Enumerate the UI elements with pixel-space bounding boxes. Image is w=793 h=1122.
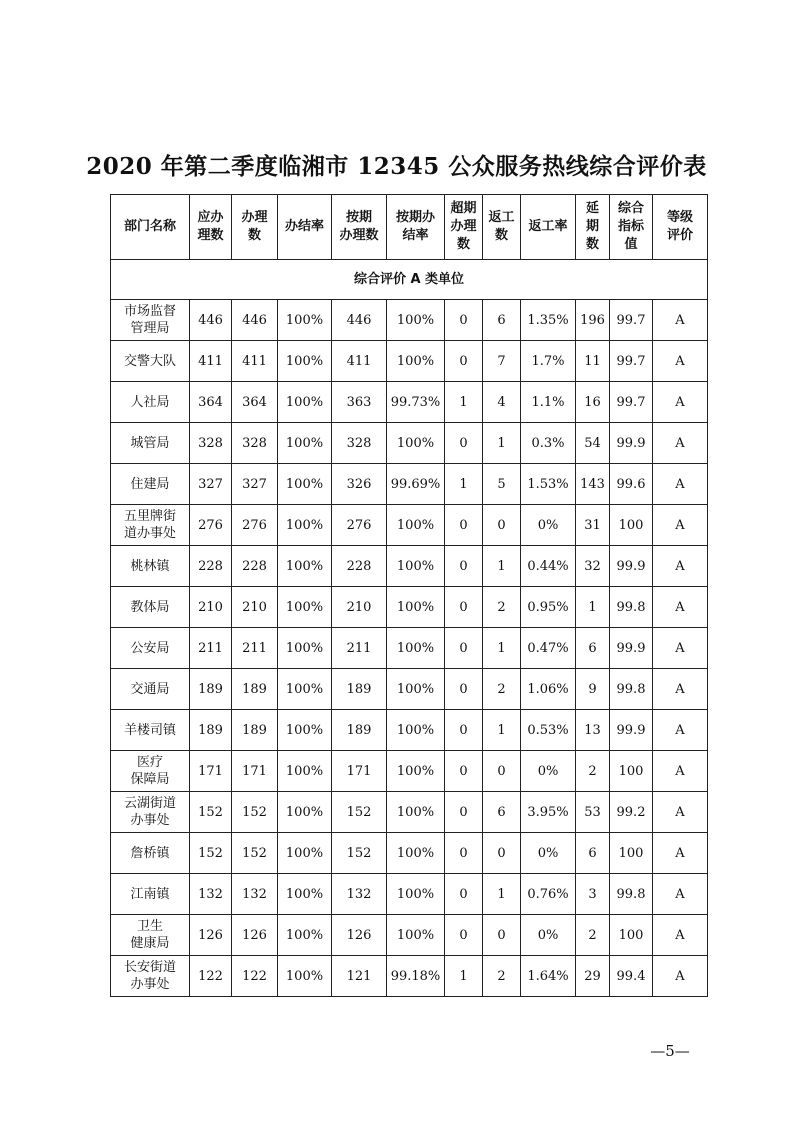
table-cell: 189 — [232, 669, 278, 710]
table-cell: 2 — [576, 751, 610, 792]
table-cell: 364 — [232, 382, 278, 423]
table-cell: 189 — [232, 710, 278, 751]
department-name — [111, 423, 190, 464]
table-row — [111, 546, 708, 587]
table-cell: 0 — [445, 710, 483, 751]
table-cell: 100 — [610, 833, 653, 874]
table-cell: 100% — [387, 751, 445, 792]
column-header — [653, 195, 708, 260]
table-cell: 1 — [483, 546, 521, 587]
table-cell: 0 — [445, 874, 483, 915]
table-cell: 0% — [521, 751, 576, 792]
table-cell: 100% — [278, 792, 332, 833]
department-name — [111, 874, 190, 915]
table-cell: 189 — [190, 710, 232, 751]
department-name — [111, 464, 190, 505]
table-cell: 100% — [278, 628, 332, 669]
table-cell: 99.8 — [610, 874, 653, 915]
table-cell: 32 — [576, 546, 610, 587]
table-row — [111, 669, 708, 710]
table-cell: 189 — [332, 710, 387, 751]
table-cell: 446 — [332, 300, 387, 341]
table-cell: A — [653, 587, 708, 628]
department-name-line: 人社局 — [130, 394, 170, 410]
column-header-line: 值 — [624, 237, 638, 252]
table-row — [111, 587, 708, 628]
table-cell: 100% — [278, 710, 332, 751]
table-row — [111, 341, 708, 382]
column-header-line: 部门名称 — [123, 219, 176, 234]
table-cell: 210 — [190, 587, 232, 628]
department-name — [111, 710, 190, 751]
table-cell: 152 — [190, 792, 232, 833]
department-name-line: 卫生 — [136, 919, 163, 934]
table-cell: 0 — [483, 915, 521, 956]
column-header-line: 等级 — [666, 210, 693, 225]
table-cell: 0 — [445, 505, 483, 546]
table-cell: 100% — [278, 833, 332, 874]
table-cell: 100% — [278, 669, 332, 710]
table-cell: A — [653, 464, 708, 505]
department-name — [111, 300, 190, 341]
table-cell: 132 — [332, 874, 387, 915]
table-cell: 0.76% — [521, 874, 576, 915]
column-header-line: 超期 — [450, 201, 477, 216]
table-cell: 446 — [190, 300, 232, 341]
table-cell: 132 — [190, 874, 232, 915]
table-cell: 100 — [610, 751, 653, 792]
column-header-line: 应办 — [197, 210, 224, 225]
department-name-line: 江南镇 — [130, 886, 170, 902]
department-name-line: 五里牌街 — [123, 509, 176, 524]
table-row — [111, 423, 708, 464]
column-header — [111, 195, 190, 260]
table-cell: 100% — [278, 956, 332, 997]
table-cell: 189 — [190, 669, 232, 710]
department-name-line: 管理局 — [130, 321, 170, 336]
table-cell: 411 — [332, 341, 387, 382]
column-header-line: 办理 — [450, 219, 477, 234]
column-header — [332, 195, 387, 260]
table-cell: 364 — [190, 382, 232, 423]
table-cell: 0 — [445, 833, 483, 874]
table-cell: 0 — [483, 505, 521, 546]
column-header-line: 办理 — [241, 210, 268, 225]
department-name-line: 教体局 — [130, 599, 170, 615]
department-name — [111, 669, 190, 710]
column-header-line: 期 — [585, 219, 599, 234]
table-cell: 0 — [445, 423, 483, 464]
column-header-line: 办结率 — [284, 219, 324, 234]
table-cell: 1 — [483, 628, 521, 669]
table-cell: 100% — [387, 341, 445, 382]
column-header-line: 按期 — [345, 210, 372, 225]
table-cell: A — [653, 833, 708, 874]
table-cell: 0 — [483, 751, 521, 792]
table-cell: 100% — [387, 710, 445, 751]
table-cell: 99.6 — [610, 464, 653, 505]
table-cell: 1 — [445, 956, 483, 997]
department-name-line: 羊楼司镇 — [123, 722, 176, 738]
table-cell: 126 — [332, 915, 387, 956]
table-cell: 0.53% — [521, 710, 576, 751]
table-cell: 1.53% — [521, 464, 576, 505]
table-cell: 276 — [332, 505, 387, 546]
table-cell: 210 — [332, 587, 387, 628]
table-cell: 100% — [387, 546, 445, 587]
table-cell: 100 — [610, 505, 653, 546]
department-name-line: 桃林镇 — [130, 558, 170, 574]
table-cell: 1.35% — [521, 300, 576, 341]
table-cell: 100% — [278, 382, 332, 423]
table-cell: A — [653, 669, 708, 710]
table-cell: 122 — [190, 956, 232, 997]
table-cell: A — [653, 341, 708, 382]
column-header-line: 数 — [494, 228, 508, 243]
table-cell: 0.95% — [521, 587, 576, 628]
table-cell: 0 — [445, 669, 483, 710]
column-header-line: 结率 — [402, 228, 429, 243]
table-cell: A — [653, 546, 708, 587]
department-name — [111, 915, 190, 956]
column-header-line: 指标 — [617, 219, 644, 234]
table-cell: 100% — [278, 464, 332, 505]
section-label: 综合评价 A 类单位 — [111, 260, 708, 300]
table-cell: 152 — [190, 833, 232, 874]
department-name — [111, 792, 190, 833]
department-name — [111, 382, 190, 423]
table-cell: 276 — [232, 505, 278, 546]
table-cell: 132 — [232, 874, 278, 915]
table-cell: 99.2 — [610, 792, 653, 833]
table-cell: 100% — [278, 751, 332, 792]
table-cell: 99.4 — [610, 956, 653, 997]
table-row — [111, 792, 708, 833]
table-cell: 0 — [445, 587, 483, 628]
table-cell: 6 — [483, 792, 521, 833]
table-row — [111, 505, 708, 546]
table-cell: 1.06% — [521, 669, 576, 710]
table-row — [111, 833, 708, 874]
table-cell: 328 — [332, 423, 387, 464]
table-cell: 100% — [278, 505, 332, 546]
department-name-line: 道办事处 — [123, 526, 176, 541]
section-row — [111, 260, 708, 300]
table-cell: 228 — [190, 546, 232, 587]
table-cell: 0.44% — [521, 546, 576, 587]
table-cell: 99.9 — [610, 546, 653, 587]
table-cell: 100% — [387, 505, 445, 546]
table-cell: 126 — [232, 915, 278, 956]
table-cell: 4 — [483, 382, 521, 423]
table-cell: 7 — [483, 341, 521, 382]
table-cell: 100% — [278, 546, 332, 587]
table-cell: 100% — [387, 833, 445, 874]
department-name-line: 医疗 — [136, 755, 163, 770]
department-name — [111, 751, 190, 792]
table-cell: 100% — [278, 423, 332, 464]
table-cell: 99.69% — [387, 464, 445, 505]
table-cell: 189 — [332, 669, 387, 710]
table-cell: 29 — [576, 956, 610, 997]
column-header — [610, 195, 653, 260]
department-name-line: 办事处 — [130, 813, 170, 828]
table-cell: 0% — [521, 915, 576, 956]
table-cell: 100% — [387, 423, 445, 464]
table-cell: 228 — [332, 546, 387, 587]
department-name — [111, 546, 190, 587]
table-cell: A — [653, 956, 708, 997]
table-cell: 1 — [576, 587, 610, 628]
column-header-line: 返工 — [488, 210, 515, 225]
table-cell: A — [653, 751, 708, 792]
table-cell: 0 — [445, 628, 483, 669]
table-cell: 0 — [445, 915, 483, 956]
department-name — [111, 628, 190, 669]
table-cell: 1 — [483, 423, 521, 464]
table-cell: 171 — [232, 751, 278, 792]
table-cell: 0 — [445, 792, 483, 833]
table-cell: 16 — [576, 382, 610, 423]
table-row — [111, 628, 708, 669]
table-cell: 1 — [483, 874, 521, 915]
table-cell: A — [653, 915, 708, 956]
table-cell: 6 — [483, 300, 521, 341]
column-header-line: 返工率 — [528, 219, 568, 234]
table-cell: 6 — [576, 628, 610, 669]
table-row — [111, 956, 708, 997]
column-header-line: 办理数 — [339, 228, 379, 243]
table-cell: 1.64% — [521, 956, 576, 997]
table-cell: 211 — [232, 628, 278, 669]
column-header — [387, 195, 445, 260]
table-cell: 5 — [483, 464, 521, 505]
table-row — [111, 751, 708, 792]
table-header-row — [111, 195, 708, 260]
department-name — [111, 833, 190, 874]
table-cell: 210 — [232, 587, 278, 628]
table-cell: 0% — [521, 833, 576, 874]
department-name-line: 交通局 — [130, 681, 170, 697]
department-name-line: 住建局 — [130, 476, 170, 492]
table-cell: 3.95% — [521, 792, 576, 833]
table-cell: 152 — [332, 792, 387, 833]
department-name-line: 詹桥镇 — [130, 845, 170, 861]
column-header — [278, 195, 332, 260]
table-cell: 6 — [576, 833, 610, 874]
table-cell: 100% — [278, 874, 332, 915]
table-cell: 1 — [445, 464, 483, 505]
table-cell: 328 — [232, 423, 278, 464]
table-cell: 411 — [190, 341, 232, 382]
table-row — [111, 382, 708, 423]
table-cell: 99.9 — [610, 628, 653, 669]
table-cell: 0 — [483, 833, 521, 874]
table-cell: 3 — [576, 874, 610, 915]
table-cell: 446 — [232, 300, 278, 341]
table-cell: A — [653, 874, 708, 915]
table-cell: 2 — [483, 956, 521, 997]
department-name — [111, 956, 190, 997]
table-cell: 171 — [332, 751, 387, 792]
column-header-line: 数 — [247, 228, 261, 243]
table-cell: 100% — [387, 669, 445, 710]
table-cell: 121 — [332, 956, 387, 997]
table-cell: 2 — [483, 669, 521, 710]
column-header-line: 综合 — [617, 201, 644, 216]
table-cell: 99.9 — [610, 710, 653, 751]
page-title: 2020 年第二季度临湘市 12345 公众服务热线综合评价表 — [86, 153, 707, 180]
column-header — [232, 195, 278, 260]
column-header-line: 数 — [456, 237, 470, 252]
table-cell: 143 — [576, 464, 610, 505]
column-header — [190, 195, 232, 260]
table-cell: 99.7 — [610, 341, 653, 382]
table-cell: 327 — [232, 464, 278, 505]
table-cell: 13 — [576, 710, 610, 751]
table-cell: 100% — [278, 587, 332, 628]
department-name-line: 公安局 — [130, 640, 170, 656]
table-cell: 1.7% — [521, 341, 576, 382]
table-cell: 1.1% — [521, 382, 576, 423]
department-name-line: 云湖街道 — [123, 796, 176, 811]
table-cell: 100% — [387, 874, 445, 915]
table-cell: 152 — [232, 833, 278, 874]
table-cell: 99.8 — [610, 669, 653, 710]
table-cell: 99.73% — [387, 382, 445, 423]
table-cell: 100% — [278, 300, 332, 341]
table-cell: 327 — [190, 464, 232, 505]
table-cell: 100% — [387, 628, 445, 669]
column-header-line: 按期办 — [395, 210, 435, 225]
table-cell: 100% — [387, 587, 445, 628]
table-cell: 328 — [190, 423, 232, 464]
table-row — [111, 874, 708, 915]
table-cell: 171 — [190, 751, 232, 792]
column-header — [445, 195, 483, 260]
table-row — [111, 300, 708, 341]
table-cell: 100 — [610, 915, 653, 956]
table-cell: A — [653, 505, 708, 546]
table-cell: 99.7 — [610, 382, 653, 423]
table-cell: 211 — [332, 628, 387, 669]
department-name-line: 健康局 — [130, 936, 170, 951]
table-cell: 411 — [232, 341, 278, 382]
table-row — [111, 915, 708, 956]
table-cell: A — [653, 300, 708, 341]
table-cell: 0 — [445, 751, 483, 792]
table-cell: 31 — [576, 505, 610, 546]
table-cell: 9 — [576, 669, 610, 710]
table-cell: 1 — [445, 382, 483, 423]
department-name-line: 交警大队 — [123, 353, 176, 369]
department-name-line: 市场监督 — [123, 304, 176, 319]
table-cell: 152 — [332, 833, 387, 874]
table-cell: 2 — [483, 587, 521, 628]
table-cell: A — [653, 710, 708, 751]
table-cell: 326 — [332, 464, 387, 505]
table-cell: 0% — [521, 505, 576, 546]
table-cell: 0 — [445, 341, 483, 382]
department-name-line: 城管局 — [130, 435, 170, 451]
table-cell: 0 — [445, 546, 483, 587]
table-cell: 0.47% — [521, 628, 576, 669]
table-cell: 11 — [576, 341, 610, 382]
table-cell: 100% — [387, 792, 445, 833]
table-cell: A — [653, 628, 708, 669]
table-cell: 276 — [190, 505, 232, 546]
table-row — [111, 710, 708, 751]
table-cell: A — [653, 792, 708, 833]
table-cell: 0 — [445, 300, 483, 341]
column-header-line: 延 — [585, 201, 599, 216]
table-cell: 228 — [232, 546, 278, 587]
department-name — [111, 505, 190, 546]
table-cell: 122 — [232, 956, 278, 997]
table-cell: A — [653, 382, 708, 423]
table-cell: 53 — [576, 792, 610, 833]
table-cell: 99.18% — [387, 956, 445, 997]
column-header — [521, 195, 576, 260]
department-name — [111, 587, 190, 628]
table-cell: 100% — [278, 341, 332, 382]
column-header — [483, 195, 521, 260]
column-header-line: 理数 — [197, 228, 224, 243]
department-name — [111, 341, 190, 382]
table-cell: 363 — [332, 382, 387, 423]
column-header-line: 数 — [585, 237, 599, 252]
column-header — [576, 195, 610, 260]
table-cell: 0.3% — [521, 423, 576, 464]
table-cell: 100% — [387, 915, 445, 956]
table-cell: 152 — [232, 792, 278, 833]
department-name-line: 长安街道 — [123, 960, 176, 975]
table-cell: 100% — [387, 300, 445, 341]
table-cell: 100% — [278, 915, 332, 956]
table-cell: 99.8 — [610, 587, 653, 628]
table-cell: A — [653, 423, 708, 464]
table-cell: 2 — [576, 915, 610, 956]
table-cell: 99.9 — [610, 423, 653, 464]
table-cell: 211 — [190, 628, 232, 669]
table-cell: 1 — [483, 710, 521, 751]
department-name-line: 保障局 — [130, 772, 170, 787]
page-number: —5— — [650, 1042, 690, 1060]
table-cell: 54 — [576, 423, 610, 464]
table-cell: 126 — [190, 915, 232, 956]
table-cell: 99.7 — [610, 300, 653, 341]
table-cell: 196 — [576, 300, 610, 341]
column-header-line: 评价 — [666, 228, 693, 243]
evaluation-table — [110, 194, 708, 997]
table-row — [111, 464, 708, 505]
department-name-line: 办事处 — [130, 977, 170, 992]
